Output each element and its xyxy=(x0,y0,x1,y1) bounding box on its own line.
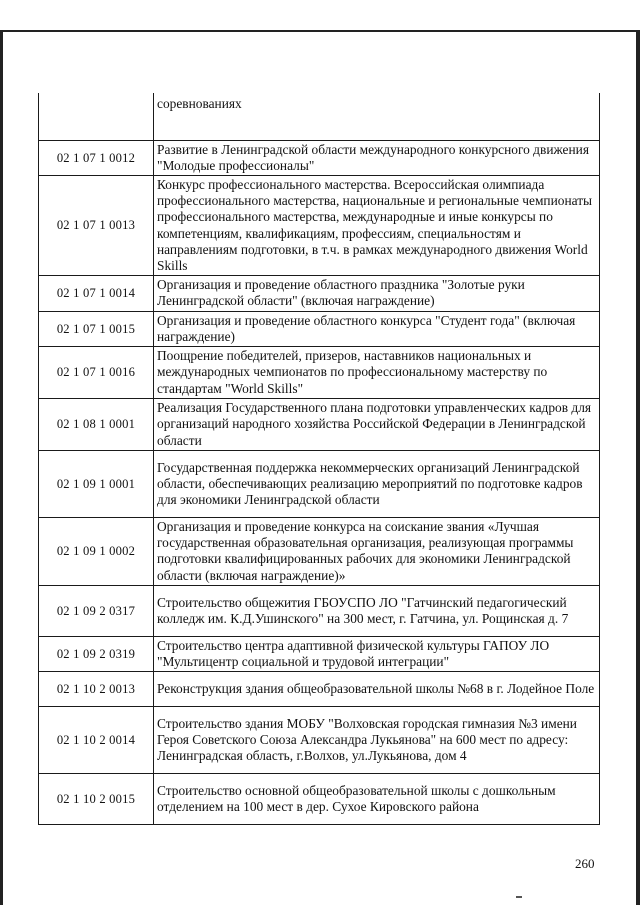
code-cell: 02 1 09 1 0001 xyxy=(39,450,154,517)
description-cell: Организация и проведение областного праздника "Золотые руки Ленинградской области" (включая награждение) xyxy=(154,276,600,311)
code-cell: 02 1 09 1 0002 xyxy=(39,517,154,585)
table-row xyxy=(39,398,600,450)
description-cell: соревнованиях xyxy=(154,93,600,140)
code-cell: 02 1 10 2 0015 xyxy=(39,774,154,825)
description-cell: Строительство основной общеобразовательной школы с дошкольным отделением на 100 мест в дер. Сухое Кировского района xyxy=(154,774,600,825)
table-row xyxy=(39,672,600,707)
description-cell: Государственная поддержка некоммерческих организаций Ленинградской области, обеспечивающих реализацию мероприятий по подготовке кадров для экономики Ленинградской области xyxy=(154,450,600,517)
budget-codes-table xyxy=(38,93,600,825)
table-row xyxy=(39,140,600,175)
page-number: 260 xyxy=(575,856,595,871)
table-row xyxy=(39,774,600,825)
code-cell: 02 1 10 2 0014 xyxy=(39,707,154,774)
code-cell: 02 1 09 2 0317 xyxy=(39,585,154,636)
description-cell: Реализация Государственного плана подготовки управленческих кадров для организаций народного хозяйства Российской Федерации в Ленинградской области xyxy=(154,398,600,450)
description-cell: Организация и проведение конкурса на соискание звания «Лучшая государственная образовательная организация, реализующая программы подготовки квалифицированных рабочих для экономики Ленинградской области (включая награждение)» xyxy=(154,517,600,585)
scan-artifact-mark xyxy=(516,896,522,898)
description-cell: Реконструкция здания общеобразовательной школы №68 в г. Лодейное Поле xyxy=(154,672,600,707)
table-row xyxy=(39,636,600,671)
code-cell: 02 1 09 2 0319 xyxy=(39,636,154,671)
description-cell: Строительство общежития ГБОУСПО ЛО "Гатчинский педагогический колледж им. К.Д.Ушинского" на 300 мест, г. Гатчина, ул. Рощинская д. 7 xyxy=(154,585,600,636)
table-body xyxy=(39,93,600,825)
table-row xyxy=(39,346,600,398)
table-row xyxy=(39,707,600,774)
code-cell: 02 1 07 1 0013 xyxy=(39,175,154,275)
scan-border-right xyxy=(636,30,640,905)
table-row xyxy=(39,276,600,311)
description-cell: Организация и проведение областного конкурса "Студент года" (включая награждение) xyxy=(154,311,600,346)
code-cell: 02 1 08 1 0001 xyxy=(39,398,154,450)
scan-border-top xyxy=(0,30,640,32)
code-cell xyxy=(39,93,154,140)
code-cell: 02 1 07 1 0014 xyxy=(39,276,154,311)
code-cell: 02 1 07 1 0012 xyxy=(39,140,154,175)
table-row xyxy=(39,585,600,636)
code-cell: 02 1 07 1 0016 xyxy=(39,346,154,398)
table-row xyxy=(39,517,600,585)
description-cell: Развитие в Ленинградской области международного конкурсного движения "Молодые профессионалы" xyxy=(154,140,600,175)
table-row xyxy=(39,175,600,275)
code-cell: 02 1 07 1 0015 xyxy=(39,311,154,346)
table-row xyxy=(39,450,600,517)
table-row xyxy=(39,311,600,346)
description-cell: Строительство центра адаптивной физической культуры ГАПОУ ЛО "Мультицентр социальной и трудовой интеграции" xyxy=(154,636,600,671)
code-cell: 02 1 10 2 0013 xyxy=(39,672,154,707)
description-cell: Поощрение победителей, призеров, наставников национальных и международных чемпионатов по профессиональному мастерству по стандартам "World Skills" xyxy=(154,346,600,398)
description-cell: Строительство здания МОБУ "Волховская городская гимназия №3 имени Героя Советского Союза Александра Лукьянова" на 600 мест по адресу: Ленинградская область, г.Волхов, ул.Лукьянова, дом 4 xyxy=(154,707,600,774)
table-row xyxy=(39,93,600,140)
scan-border-left xyxy=(0,30,3,905)
description-cell: Конкурс профессионального мастерства. Всероссийская олимпиада профессионального мастерства, национальные и региональные чемпионаты профессионального мастерства, международные и иные конкурсы по компетенциям, квалификациям, профессиям, специальностям и направлениям подготовки, в т.ч. в рамках международного движения World Skills xyxy=(154,175,600,275)
